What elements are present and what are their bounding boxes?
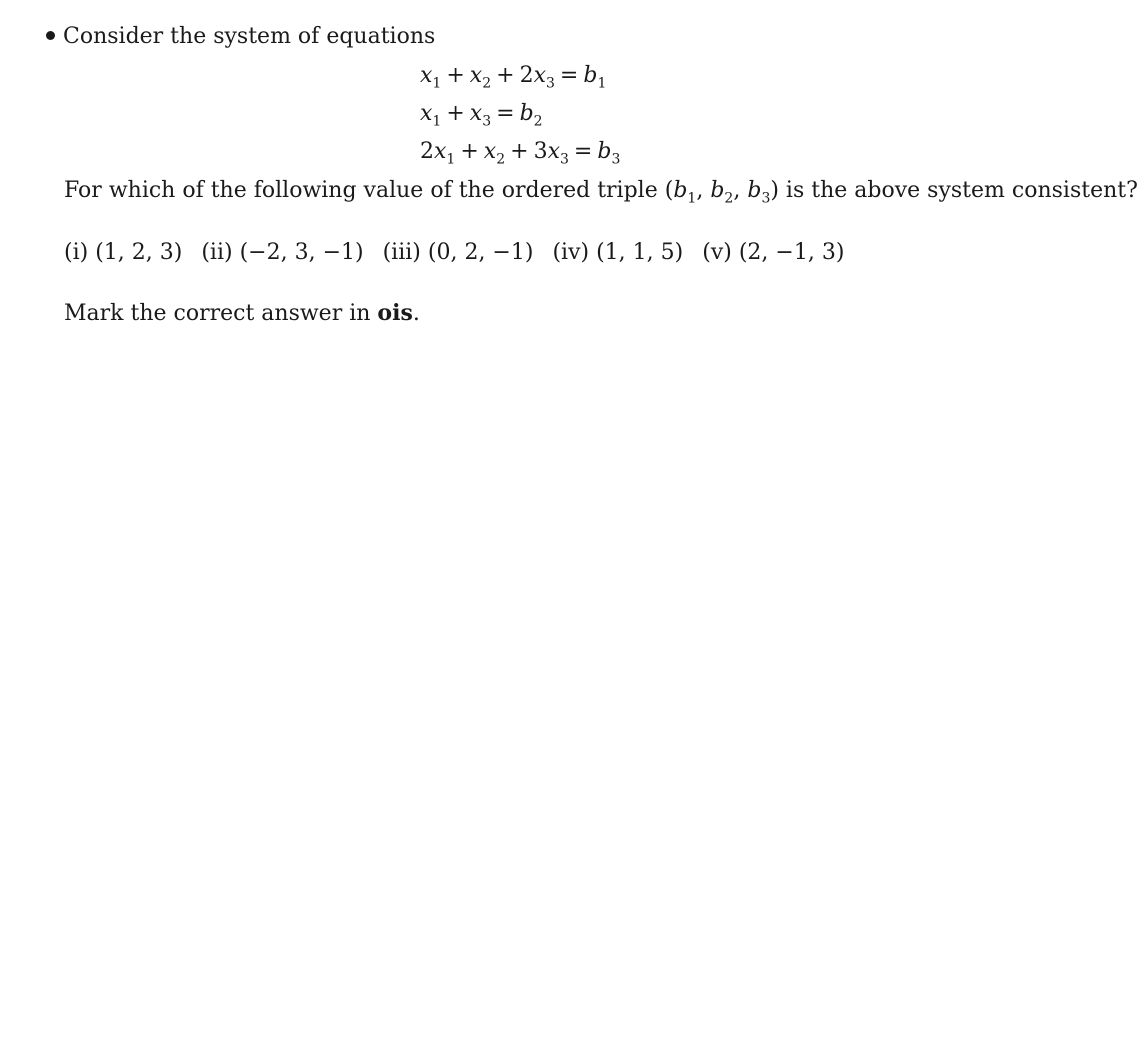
equation-2: $x_1 + x_3 = b_2$ (420, 101, 543, 130)
option-label: (v) (702, 240, 732, 265)
triple-b3: $b_3$ (747, 178, 771, 207)
option-label: (ii) (201, 240, 233, 265)
instruction-end: . (412, 301, 420, 326)
question-text: For which of the following value of the ordered triple ($b_1$, $b_2$, $b_3$) is the above system consistent? (64, 178, 1138, 207)
equation-1: $x_1 + x_2 + 2x_3 = b_1$ (420, 63, 607, 92)
equation-system (420, 58, 620, 172)
intro-text: Consider the system of equations (63, 24, 436, 49)
intro-line (46, 22, 435, 52)
triple-b2: $b_2$ (710, 178, 734, 207)
triple-b1: $b_1$ (673, 178, 697, 207)
instruction-text (64, 298, 420, 329)
option-value: (1, 2, 3) (95, 240, 183, 265)
option-v[interactable] (702, 240, 844, 265)
option-iv[interactable] (552, 240, 683, 265)
instruction-main: Mark the correct answer in (64, 301, 371, 326)
option-iii[interactable] (383, 240, 534, 265)
option-value: (1, 1, 5) (596, 240, 684, 265)
option-label: (i) (64, 240, 89, 265)
equation-3: $2x_1 + x_2 + 3x_3 = b_3$ (420, 139, 621, 168)
answer-options (64, 238, 856, 268)
question-after: ) is the above system consistent? (770, 178, 1138, 203)
bullet-icon (46, 31, 55, 40)
instruction-bold: ois (377, 300, 413, 326)
option-label: (iii) (382, 240, 421, 265)
option-value: (−2, 3, −1) (239, 240, 364, 265)
option-value: (2, −1, 3) (738, 240, 845, 265)
question-before: For which of the following value of the ordered triple ( (64, 178, 674, 203)
option-label: (iv) (552, 240, 590, 265)
option-i[interactable] (64, 240, 182, 265)
option-value: (0, 2, −1) (427, 240, 534, 265)
option-ii[interactable] (201, 240, 363, 265)
